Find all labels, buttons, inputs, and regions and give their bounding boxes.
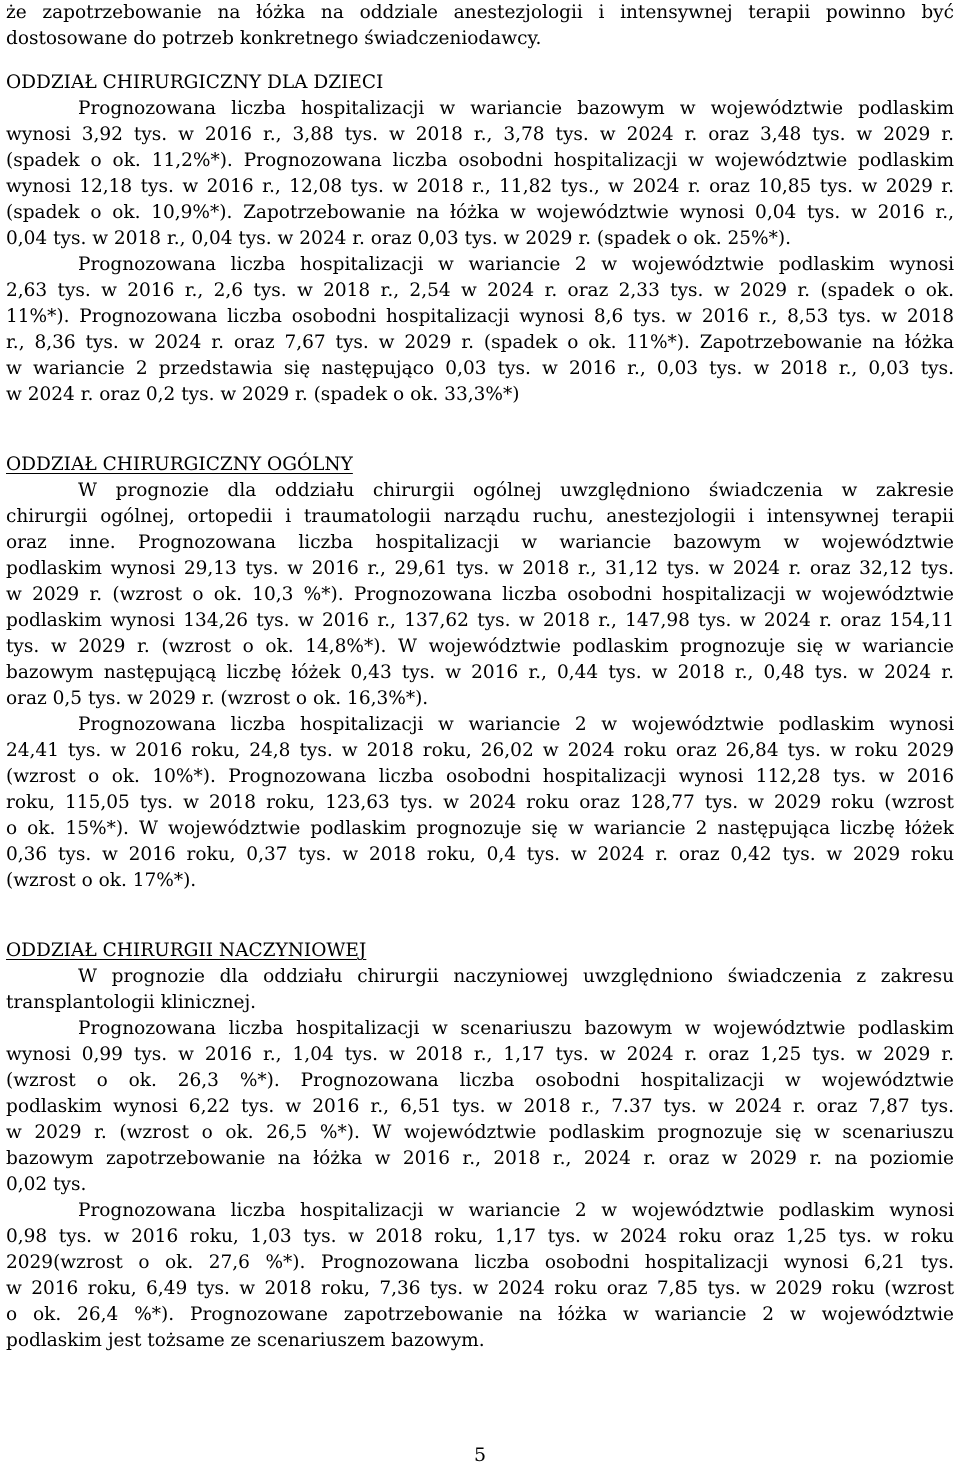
paragraph-line: bazowym zapotrzebowanie na łóżka w 2016 r., 2018 r., 2024 r. oraz w 2029 r. na poziomie bbox=[6, 1148, 954, 1169]
intro-line: że zapotrzebowanie na łóżka na oddziale anestezjologii i intensywnej terapii powinno być bbox=[6, 2, 954, 23]
paragraph-line: 2,63 tys. w 2016 r., 2,6 tys. w 2018 r., 2,54 w 2024 r. oraz 2,33 tys. w 2029 r. (spadek o ok. bbox=[6, 280, 954, 301]
paragraph-line: Prognozowana liczba hospitalizacji w scenariuszu bazowym w województwie podlaskim bbox=[78, 1018, 954, 1039]
paragraph-line: W prognozie dla oddziału chirurgii ogólnej uwzględniono świadczenia w zakresie bbox=[78, 480, 954, 501]
paragraph-line: bazowym następującą liczbę łóżek 0,43 tys. w 2016 r., 0,44 tys. w 2018 r., 0,48 tys. w 2024 r. bbox=[6, 662, 954, 683]
section-heading-chirurgiczny-dla-dzieci: ODDZIAŁ CHIRURGICZNY DLA DZIECI bbox=[6, 72, 384, 93]
section-heading-text: ODDZIAŁ CHIRURGICZNY OGÓLNY bbox=[6, 454, 353, 475]
paragraph-line: roku, 115,05 tys. w 2018 roku, 123,63 tys. w 2024 roku oraz 128,77 tys. w 2029 roku (wzrost bbox=[6, 792, 954, 813]
paragraph-line: W prognozie dla oddziału chirurgii naczyniowej uwzględniono świadczenia z zakresu bbox=[78, 966, 954, 987]
paragraph-line: podlaskim wynosi 6,22 tys. w 2016 r., 6,51 tys. w 2018 r., 7.37 tys. w 2024 r. oraz 7,87 tys. bbox=[6, 1096, 954, 1117]
paragraph-line: o ok. 26,4 %*). Prognozowane zapotrzebowanie na łóżka w wariancie 2 w województwie bbox=[6, 1304, 954, 1325]
section-heading-text: ODDZIAŁ CHIRURGII NACZYNIOWEJ bbox=[6, 940, 367, 961]
paragraph-line: podlaskim jest tożsame ze scenariuszem bazowym. bbox=[6, 1330, 485, 1351]
paragraph-line: tys. w 2029 r. (wzrost o ok. 14,8%*). W województwie podlaskim prognozuje się w wariancie bbox=[6, 636, 954, 657]
paragraph-line: Prognozowana liczba hospitalizacji w wariancie 2 w województwie podlaskim wynosi bbox=[78, 714, 954, 735]
paragraph-line: w wariancie 2 przedstawia się następująco 0,03 tys. w 2016 r., 0,03 tys. w 2018 r., 0,03 tys. bbox=[6, 358, 954, 379]
paragraph-line: (spadek o ok. 10,9%*). Zapotrzebowanie na łóżka w województwie wynosi 0,04 tys. w 2016 r., bbox=[6, 202, 954, 223]
section-heading-chirurgii-naczyniowej bbox=[6, 938, 954, 964]
paragraph-line: oraz inne. Prognozowana liczba hospitalizacji w wariancie bazowym w województwie bbox=[6, 532, 954, 553]
paragraph-line: chirurgii ogólnej, ortopedii i traumatologii narządu ruchu, anestezjologii i intensywnej terapii bbox=[6, 506, 954, 527]
intro-line: dostosowane do potrzeb konkretnego świadczeniodawcy. bbox=[6, 28, 542, 49]
paragraph-line: Prognozowana liczba hospitalizacji w wariancie 2 w województwie podlaskim wynosi bbox=[78, 254, 954, 275]
paragraph-line: podlaskim wynosi 134,26 tys. w 2016 r., 137,62 tys. w 2018 r., 147,98 tys. w 2024 r. oraz 154,11 bbox=[6, 610, 954, 631]
page-number: 5 bbox=[473, 1444, 487, 1466]
paragraph-line: (wzrost o ok. 17%*). bbox=[6, 870, 197, 891]
paragraph-line: r., 8,36 tys. w 2024 r. oraz 7,67 tys. w 2029 r. (spadek o ok. 11%*). Zapotrzebowanie na łóżka bbox=[6, 332, 954, 353]
section-heading-chirurgiczny-ogolny bbox=[6, 452, 954, 478]
paragraph-line: 0,02 tys. bbox=[6, 1174, 87, 1195]
paragraph-line: Prognozowana liczba hospitalizacji w wariancie 2 w województwie podlaskim wynosi bbox=[78, 1200, 954, 1221]
paragraph-line: o ok. 15%*). W województwie podlaskim prognozuje się w wariancie 2 następująca liczbę łóżek bbox=[6, 818, 954, 839]
paragraph-line: (wzrost o ok. 10%*). Prognozowana liczba osobodni hospitalizacji wynosi 112,28 tys. w 2016 bbox=[6, 766, 954, 787]
paragraph-line: 0,04 tys. w 2018 r., 0,04 tys. w 2024 r. oraz 0,03 tys. w 2029 r. (spadek o ok. 25%*). bbox=[6, 228, 791, 249]
paragraph-line: 24,41 tys. w 2016 roku, 24,8 tys. w 2018 roku, 26,02 w 2024 roku oraz 26,84 tys. w roku 2029 bbox=[6, 740, 954, 761]
paragraph-line: 0,36 tys. w 2016 roku, 0,37 tys. w 2018 roku, 0,4 tys. w 2024 r. oraz 0,42 tys. w 2029 roku bbox=[6, 844, 954, 865]
paragraph-line: 11%*). Prognozowana liczba osobodni hospitalizacji wynosi 8,6 tys. w 2016 r., 8,53 tys. w 2018 bbox=[6, 306, 954, 327]
paragraph-line: (spadek o ok. 11,2%*). Prognozowana liczba osobodni hospitalizacji w województwie podlaskim bbox=[6, 150, 954, 171]
paragraph-line: Prognozowana liczba hospitalizacji w wariancie bazowym w województwie podlaskim bbox=[78, 98, 954, 119]
paragraph-line: 0,98 tys. w 2016 roku, 1,03 tys. w 2018 roku, 1,17 tys. w 2024 roku oraz 1,25 tys. w roku bbox=[6, 1226, 954, 1247]
paragraph-line: 2029(wzrost o ok. 27,6 %*). Prognozowana liczba osobodni hospitalizacji wynosi 6,21 tys. bbox=[6, 1252, 954, 1273]
paragraph-line: w 2016 roku, 6,49 tys. w 2018 roku, 7,36 tys. w 2024 roku oraz 7,85 tys. w 2029 roku (wzrost bbox=[6, 1278, 954, 1299]
paragraph-line: w 2029 r. (wzrost o ok. 10,3 %*). Prognozowana liczba osobodni hospitalizacji w województwie bbox=[6, 584, 954, 605]
paragraph-line: oraz 0,5 tys. w 2029 r. (wzrost o ok. 16,3%*). bbox=[6, 688, 429, 709]
paragraph-line: wynosi 12,18 tys. w 2016 r., 12,08 tys. w 2018 r., 11,82 tys., w 2024 r. oraz 10,85 tys. w 2029 r. bbox=[6, 176, 954, 197]
paragraph-line: transplantologii klinicznej. bbox=[6, 992, 257, 1013]
paragraph-line: wynosi 3,92 tys. w 2016 r., 3,88 tys. w 2018 r., 3,78 tys. w 2024 r. oraz 3,48 tys. w 2029 r. bbox=[6, 124, 954, 145]
paragraph-line: (wzrost o ok. 26,3 %*). Prognozowana liczba osobodni hospitalizacji w województwie bbox=[6, 1070, 954, 1091]
paragraph-line: podlaskim wynosi 29,13 tys. w 2016 r., 29,61 tys. w 2018 r., 31,12 tys. w 2024 r. oraz 32,12 tys. bbox=[6, 558, 954, 579]
paragraph-line: wynosi 0,99 tys. w 2016 r., 1,04 tys. w 2018 r., 1,17 tys. w 2024 r. oraz 1,25 tys. w 2029 r. bbox=[6, 1044, 954, 1065]
paragraph-line: w 2024 r. oraz 0,2 tys. w 2029 r. (spadek o ok. 33,3%*) bbox=[6, 384, 520, 405]
paragraph-line: w 2029 r. (wzrost o ok. 26,5 %*). W województwie podlaskim prognozuje się w scenariuszu bbox=[6, 1122, 954, 1143]
